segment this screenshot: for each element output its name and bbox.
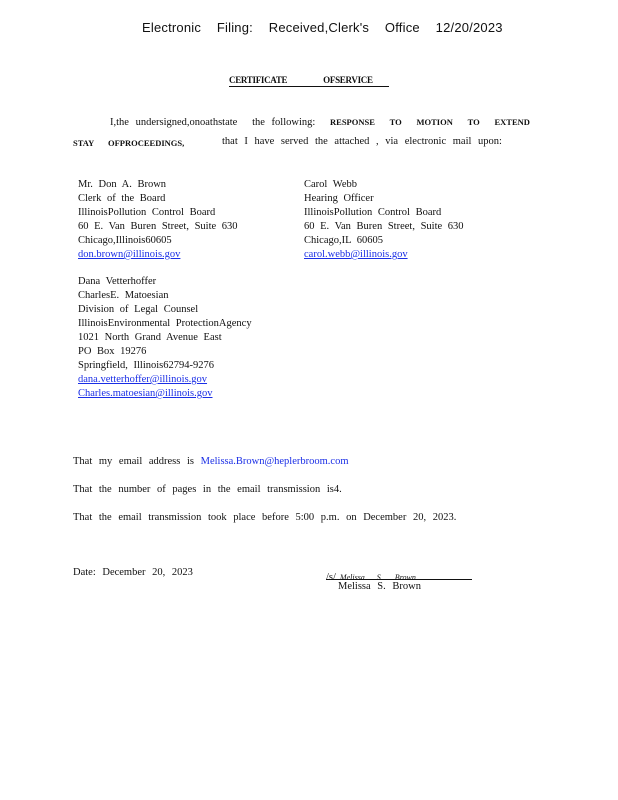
signatory-name: Melissa S. Brown (338, 581, 421, 592)
document-title-word: TO (389, 117, 402, 127)
signature-block (326, 567, 472, 583)
address-line: Mr. Don A. Brown (78, 179, 167, 190)
document-title-word: RESPONSE (330, 117, 375, 127)
address-line: 60 E. Van Buren Street, Suite 630 (78, 221, 238, 232)
document-title-word: TO (467, 117, 480, 127)
recipient-webb (304, 178, 464, 262)
email-link-matoesian[interactable]: Charles.matoesian@illinois.gov (78, 388, 213, 399)
intro-text: I,the undersigned,onoathstate (110, 117, 238, 128)
email-link-vetterhoffer[interactable]: dana.vetterhoffer@illinois.gov (78, 374, 208, 385)
document-title-word: EXTEND (494, 117, 530, 127)
address-line: IllinoisPollution Control Board (304, 207, 442, 218)
statement-time: That the email transmission took place before 5:00 p.m. on December 20, 2023. (73, 512, 457, 523)
recipient-brown (78, 178, 238, 262)
address-line: Clerk of the Board (78, 193, 166, 204)
intro-text: the following: (252, 117, 316, 128)
recipient-iepa (78, 275, 252, 401)
intro-served: that I have served the attached , via electronic mail upon: (222, 136, 502, 147)
statement-email-prefix: That my email address is (73, 456, 194, 467)
signature-script: Melissa S. Brown (339, 573, 416, 582)
address-line: IllinoisPollution Control Board (78, 207, 216, 218)
address-line: Dana Vetterhoffer (78, 276, 157, 287)
address-line: 60 E. Van Buren Street, Suite 630 (304, 221, 464, 232)
address-line: CharlesE. Matoesian (78, 290, 169, 301)
sender-email-link[interactable]: Melissa.Brown@heplerbroom.com (200, 456, 349, 467)
address-line: IllinoisEnvironmental ProtectionAgency (78, 318, 252, 329)
address-line: Chicago,Illinois60605 (78, 235, 172, 246)
statement-email (73, 456, 349, 467)
address-line: Springfield, Illinois62794-9276 (78, 360, 214, 371)
statement-pages: That the number of pages in the email transmission is4. (73, 484, 342, 495)
date-line: Date: December 20, 2023 (73, 567, 193, 578)
intro-stay: STAY (73, 138, 95, 148)
address-line: Carol Webb (304, 179, 357, 190)
address-line: 1021 North Grand Avenue East (78, 332, 222, 343)
address-line: Hearing Officer (304, 193, 374, 204)
document-title-word: MOTION (416, 117, 453, 127)
intro-line-1 (110, 117, 530, 128)
address-line: Chicago,IL 60605 (304, 235, 384, 246)
address-line: Division of Legal Counsel (78, 304, 199, 315)
email-link-webb[interactable]: carol.webb@illinois.gov (304, 249, 408, 260)
address-line: PO Box 19276 (78, 346, 147, 357)
intro-proceedings: OFPROCEEDINGS, (108, 138, 185, 148)
certificate-heading: CERTIFICATE OFSERVICE (229, 75, 389, 87)
signature-prefix: /s/ (326, 572, 336, 583)
email-link-brown[interactable]: don.brown@illinois.gov (78, 249, 181, 260)
filing-stamp: Electronic Filing: Received,Clerk's Office 12/20/2023 (142, 20, 503, 35)
